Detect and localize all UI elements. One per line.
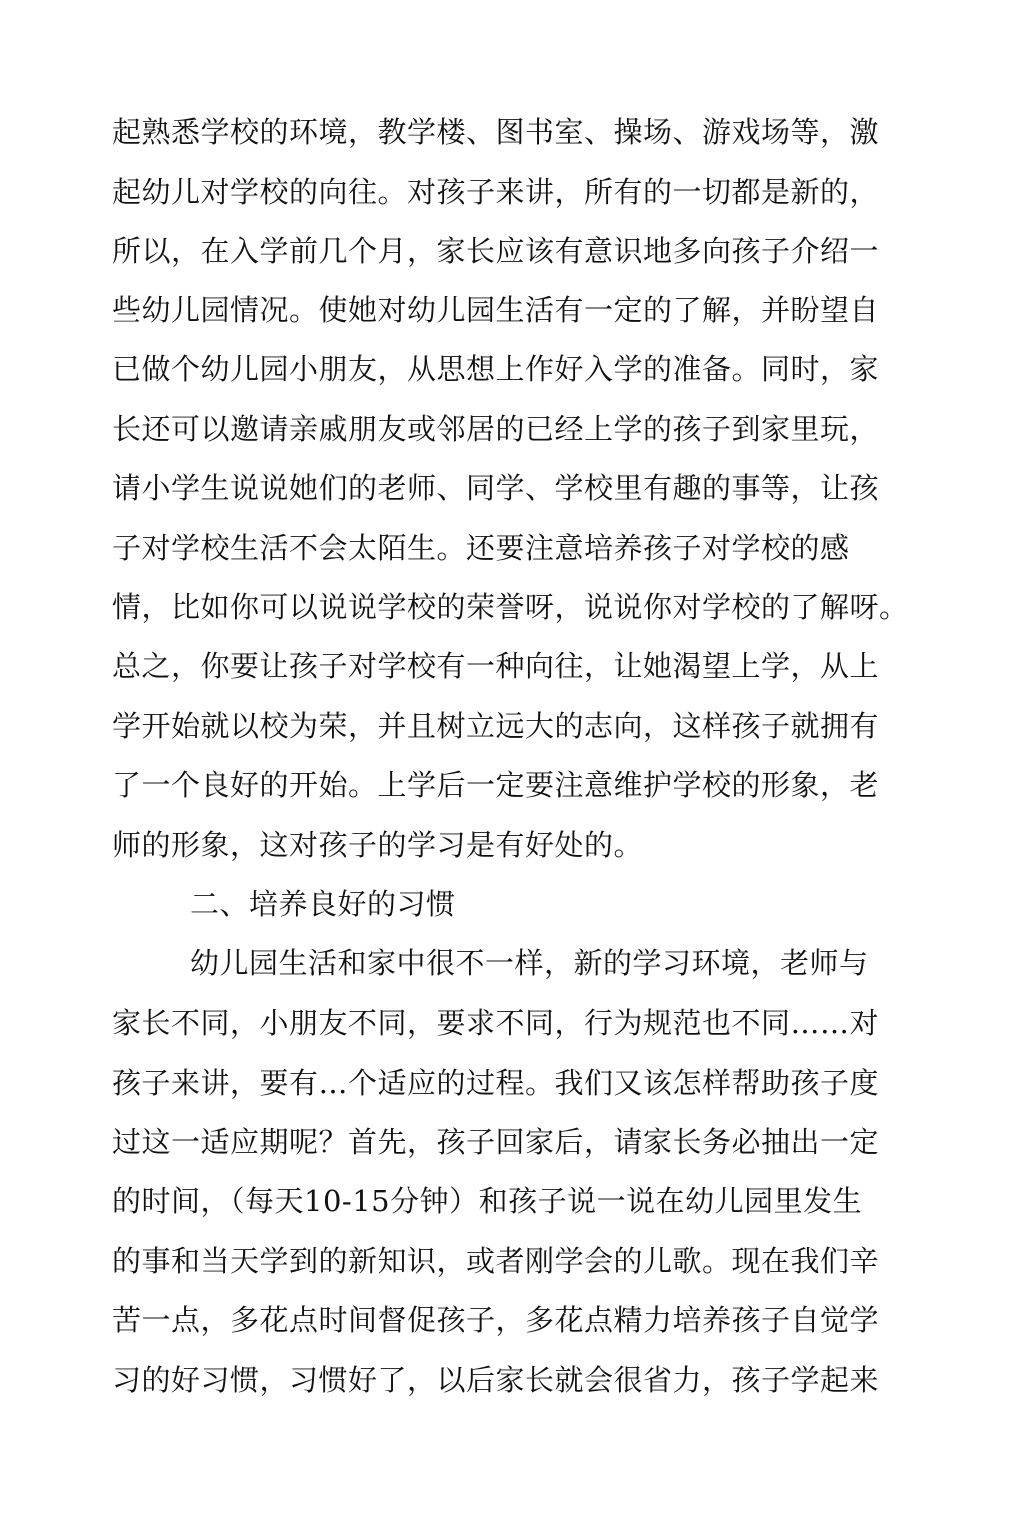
paragraph-line: 请小学生说说她们的老师、同学、学校里有趣的事等，让孩 [112, 471, 880, 505]
paragraph-line: 情，比如你可以说说学校的荣誉呀，说说你对学校的了解呀。 [112, 590, 909, 624]
paragraph-line: 苦一点，多花点时间督促孩子，多花点精力培养孩子自觉学 [112, 1303, 880, 1337]
paragraph-line: 总之，你要让孩子对学校有一种向往，让她渴望上学，从上 [112, 649, 880, 683]
paragraph-line: 幼儿园生活和家中很不一样，新的学习环境，老师与 [190, 946, 869, 980]
paragraph-line: 所以，在入学前几个月，家长应该有意识地多向孩子介绍一 [112, 234, 880, 268]
paragraph-line: 的时间，（每天10-15分钟）和孩子说一说在幼儿园里发生 [112, 1184, 863, 1218]
paragraph-line: 孩子来讲，要有…个适应的过程。我们又该怎样帮助孩子度 [112, 1066, 880, 1100]
paragraph-line: 长还可以邀请亲戚朋友或邻居的已经上学的孩子到家里玩， [112, 412, 880, 446]
paragraph-line: 师的形象，这对孩子的学习是有好处的。 [112, 828, 644, 862]
paragraph-line: 起幼儿对学校的向往。对孩子来讲，所有的一切都是新的， [112, 175, 880, 209]
paragraph-line: 学开始就以校为荣，并且树立远大的志向，这样孩子就拥有 [112, 709, 880, 743]
paragraph-line: 过这一适应期呢？首先，孩子回家后，请家长务必抽出一定 [112, 1125, 880, 1159]
paragraph-line: 已做个幼儿园小朋友，从思想上作好入学的准备。同时，家 [112, 352, 880, 386]
paragraph-line: 子对学校生活不会太陌生。还要注意培养孩子对学校的感 [112, 531, 850, 565]
section-heading: 二、培养良好的习惯 [190, 887, 456, 921]
paragraph-line: 的事和当天学到的新知识，或者刚学会的儿歌。现在我们辛 [112, 1244, 880, 1278]
paragraph-line: 起熟悉学校的环境，教学楼、图书室、操场、游戏场等，激 [112, 115, 880, 149]
paragraph-line: 些幼儿园情况。使她对幼儿园生活有一定的了解，并盼望自 [112, 293, 880, 327]
paragraph-line: 习的好习惯，习惯好了，以后家长就会很省力，孩子学起来 [112, 1363, 880, 1397]
paragraph-line: 家长不同，小朋友不同，要求不同，行为规范也不同……对 [112, 1006, 880, 1040]
paragraph-line: 了一个良好的开始。上学后一定要注意维护学校的形象，老 [112, 768, 880, 802]
